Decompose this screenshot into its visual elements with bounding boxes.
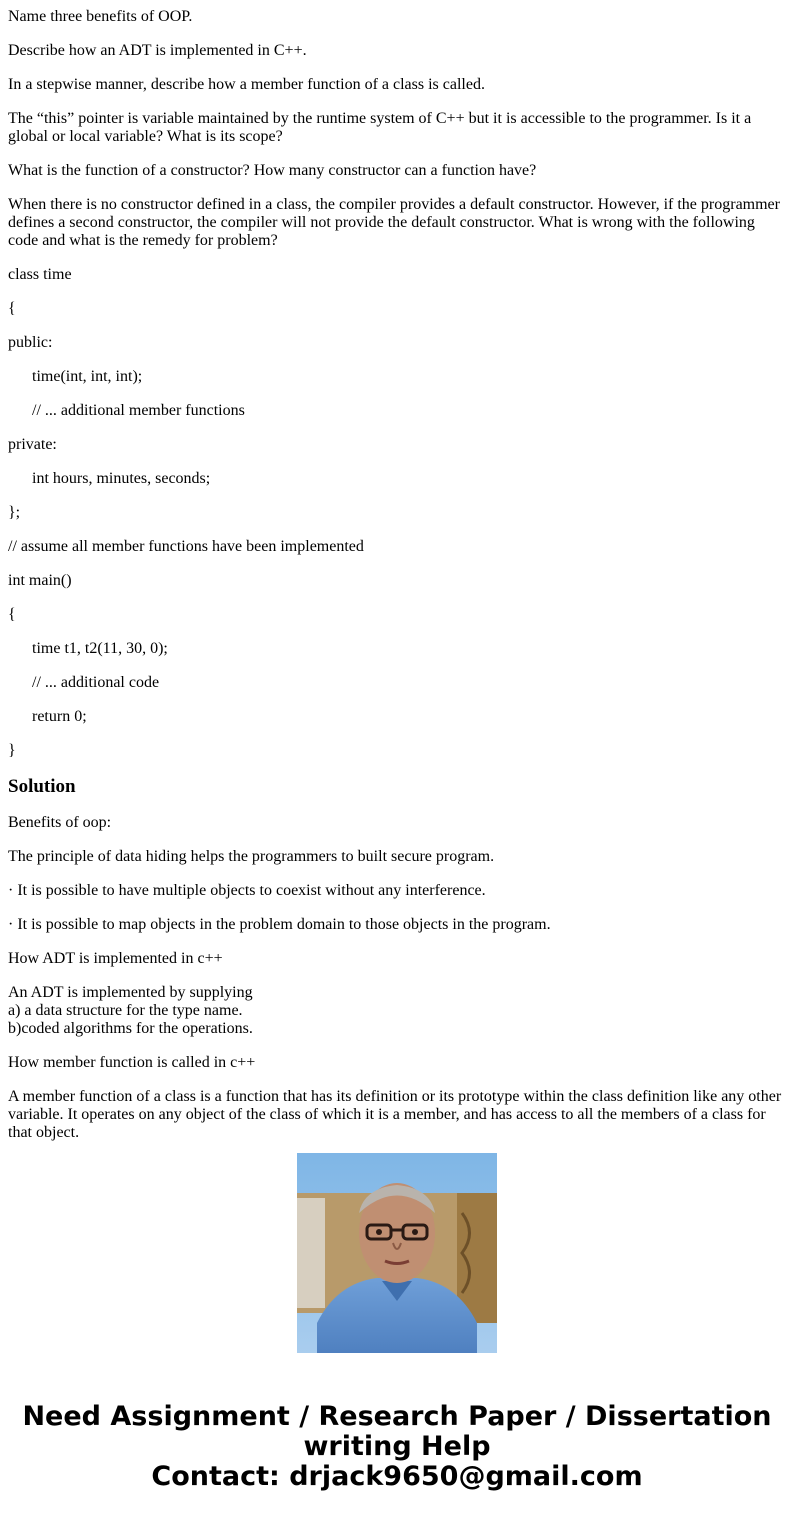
- code-line: // ... additional member functions: [32, 402, 245, 419]
- benefit-item: · It is possible to have multiple objects to coexist without any interference.: [8, 882, 486, 899]
- author-photo: [297, 1153, 497, 1353]
- code-line: time t1, t2(11, 30, 0);: [32, 640, 168, 657]
- contact-banner: [0, 1402, 794, 1492]
- adt-title: How ADT is implemented in c++: [8, 950, 223, 967]
- code-line: };: [8, 504, 21, 521]
- code-line: private:: [8, 436, 57, 453]
- question-1: Name three benefits of OOP.: [8, 8, 193, 25]
- solution-heading: Solution: [8, 776, 76, 797]
- banner-line: writing Help: [303, 1431, 491, 1462]
- banner-line: Need Assignment / Research Paper / Dissertation: [22, 1401, 772, 1432]
- question-2: Describe how an ADT is implemented in C++.: [8, 42, 307, 59]
- code-line: // ... additional code: [32, 674, 160, 691]
- document-body: [8, 0, 784, 1141]
- code-line: class time: [8, 266, 72, 283]
- code-line: public:: [8, 334, 53, 351]
- benefits-title: Benefits of oop:: [8, 814, 112, 831]
- adt-description: [8, 984, 784, 1038]
- adt-line: a) a data structure for the type name.: [8, 1002, 243, 1019]
- code-line: int main(): [8, 572, 72, 589]
- question-4: The “this” pointer is variable maintained by the runtime system of C++ but it is accessible to the programmer. Is it a global or local variable? What is its scope?: [8, 110, 752, 145]
- question-3: In a stepwise manner, describe how a member function of a class is called.: [8, 76, 485, 93]
- member-function-title: How member function is called in c++: [8, 1054, 256, 1071]
- portrait-image: [297, 1153, 497, 1353]
- code-line: }: [8, 742, 16, 759]
- adt-line: An ADT is implemented by supplying: [8, 984, 253, 1001]
- code-line: // assume all member functions have been implemented: [8, 538, 364, 555]
- question-6: When there is no constructor defined in a class, the compiler provides a default constructor. However, if the programmer defines a second constructor, the compiler will not provide the default constructor. What is wrong with the following code and what is the remedy for problem?: [8, 196, 780, 249]
- code-line: int hours, minutes, seconds;: [32, 470, 211, 487]
- benefit-item: · It is possible to map objects in the problem domain to those objects in the program.: [8, 916, 551, 933]
- banner-contact: Contact: drjack9650@gmail.com: [151, 1461, 643, 1492]
- code-line: time(int, int, int);: [32, 368, 143, 385]
- member-function-text: A member function of a class is a function that has its definition or its prototype within the class definition like any other variable. It operates on any object of the class of which it is a member, and has access to all the members of a class for that object.: [8, 1088, 782, 1141]
- code-line: return 0;: [32, 708, 87, 725]
- benefit-item: The principle of data hiding helps the programmers to built secure program.: [8, 848, 495, 865]
- adt-line: b)coded algorithms for the operations.: [8, 1020, 253, 1037]
- question-5: What is the function of a constructor? How many constructor can a function have?: [8, 162, 537, 179]
- code-line: {: [8, 300, 16, 317]
- code-line: {: [8, 606, 16, 623]
